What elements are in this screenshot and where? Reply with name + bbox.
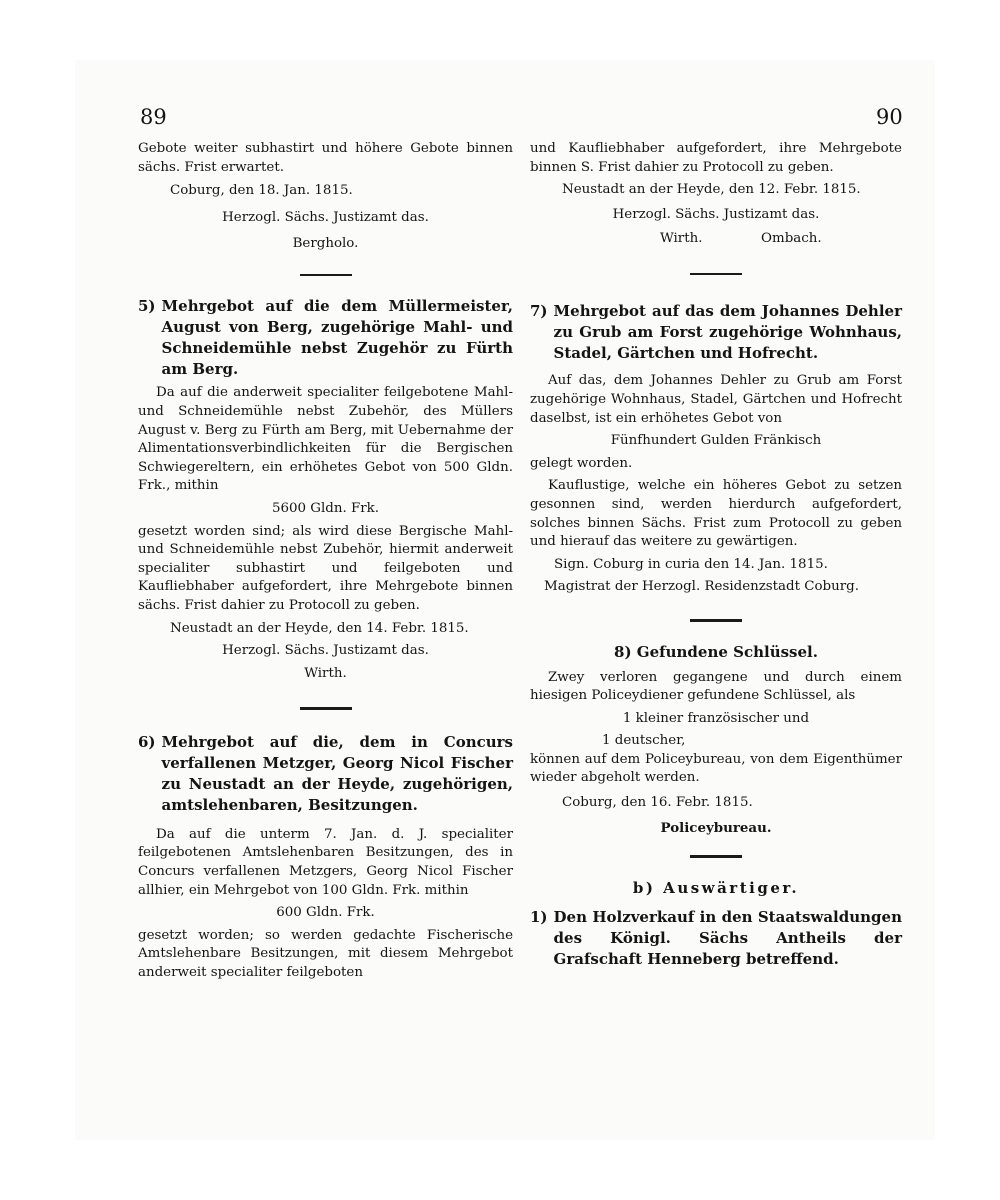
continuation-text: Gebote weiter subhastirt und höhere Gebote binnen sächs. Frist erwartet.	[138, 141, 513, 175]
entry-8-signature: Policeybureau.	[660, 819, 772, 836]
entry-number: 1)	[530, 907, 548, 926]
entry-5-signature: Wirth.	[304, 665, 347, 681]
place-date: Neustadt an der Heyde, den 12. Febr. 1815.	[562, 182, 861, 198]
authority: Herzogl. Sächs. Justizamt das.	[612, 206, 820, 222]
place-date: Coburg, den 18. Jan. 1815.	[170, 183, 353, 199]
entry-title: Mehrgebot auf das dem Johannes Dehler zu Grub am Forst zugehörige Wohnhaus, Stadel, Gärtchen und Hofrecht.	[553, 302, 902, 363]
entry-5-place-date: Neustadt an der Heyde, den 14. Febr. 1815.	[170, 620, 469, 636]
separator-rule	[300, 707, 352, 710]
separator-rule	[690, 273, 742, 276]
continuation-text: und Kaufliebhaber aufgefordert, ihre Mehrgebote binnen S. Frist dahier zu Protocoll zu geben.	[530, 141, 902, 175]
entry-5-heading	[138, 296, 513, 380]
page-number-right: 90	[876, 105, 903, 129]
entry-b1-heading	[530, 907, 902, 970]
entry-7-heading	[530, 301, 902, 364]
entry-5-authority: Herzogl. Sächs. Justizamt das.	[222, 643, 429, 659]
signature-ombach: Ombach.	[761, 231, 822, 247]
signature-wirth: Wirth.	[660, 231, 703, 247]
entry-7-body-continued: gelegt worden.	[530, 455, 633, 471]
entry-7-amount: Fünfhundert Gulden Fränkisch	[610, 433, 822, 449]
entry-8-heading: 8) Gefundene Schlüssel.	[614, 642, 818, 661]
separator-rule	[300, 274, 352, 277]
entry-title: Den Holzverkauf in den Staatswaldungen des Königl. Sächs Antheils der Grafschaft Henneberg betreffend.	[553, 907, 902, 968]
entry-7-place-date: Sign. Coburg in curia den 14. Jan. 1815.	[554, 556, 828, 572]
entry-8-body-continued: können auf dem Policeybureau, von dem Eigenthümer wieder abgeholt werden.	[530, 751, 902, 786]
separator-rule	[690, 619, 742, 622]
entry-5-body: Da auf die anderweit specialiter feilgebotene Mahl- und Schneidemühle nebst Zubehör, des Müllers August v. Berg zu Fürth am Berg, mit Uebernahme der Alimentationsverbindlichkeiten für die Bergischen Schwiegereltern, ein erhöhetes Gebot von 500 Gldn. Frk., mithin	[138, 385, 513, 494]
signature: Bergholo.	[292, 236, 359, 252]
signatures	[530, 230, 902, 249]
entry-6-amount: 600 Gldn. Frk.	[276, 905, 375, 921]
entry-7-body-final: Kauflustige, welche ein höheres Gebot zu setzen gesonnen sind, werden hierdurch aufgefordert, solches binnen Sächs. Frist zum Protocoll zu geben und hierauf das weitere zu gewärtigen.	[530, 478, 902, 550]
separator-rule	[690, 855, 742, 858]
entry-title: Mehrgebot auf die dem Müllermeister, August von Berg, zugehörige Mahl- und Schneidemühle nebst Zugehör zu Fürth am Berg.	[161, 297, 513, 379]
entry-number: 7)	[530, 302, 548, 321]
entry-8-list-item: 1 deutscher,	[602, 733, 686, 749]
entry-number: 6)	[138, 732, 156, 751]
entry-6-heading	[138, 732, 513, 816]
entry-8-list-item: 1 kleiner französischer und	[622, 710, 810, 726]
entry-title: Mehrgebot auf die, dem in Concurs verfallenen Metzger, Georg Nicol Fischer zu Neustadt an der Heyde, zugehörigen, amtslehenbaren, Besitzungen.	[161, 732, 513, 814]
page-number-left: 89	[140, 105, 167, 129]
entry-7-body: Auf das, dem Johannes Dehler zu Grub am Forst zugehörige Wohnhaus, Stadel, Gärtchen und Hofrecht daselbst, ist ein erhöhetes Gebot von	[530, 373, 902, 426]
entry-number: 5)	[138, 297, 156, 316]
right-column	[530, 140, 902, 970]
entry-8-body: Zwey verloren gegangene und durch einem hiesigen Policeydiener gefundene Schlüssel, als	[530, 669, 902, 704]
entry-7-authority: Magistrat der Herzogl. Residenzstadt Coburg.	[544, 579, 859, 595]
entry-6-body: Da auf die unterm 7. Jan. d. J. specialiter feilgebotenen Amtslehenbaren Besitzungen, des in Concurs verfallenen Metzgers, Georg Nicol Fischer allhier, ein Mehrgebot von 100 Gldn. Frk. mithin	[138, 826, 513, 898]
entry-6-body-continued: gesetzt worden; so werden gedachte Fischerische Amtslehenbare Besitzungen, mit diesem Mehrgebot anderweit specialiter feilgeboten	[138, 927, 513, 981]
entry-5-body-continued: gesetzt worden sind; als wird diese Bergische Mahl- und Schneidemühle nebst Zubehör, hiermit anderweit specialiter subhastirt und feilgeboten und Kaufliebhaber aufgefordert, ihre Mehrgebote binnen sächs. Frist dahier zu Protocoll zu geben.	[138, 523, 513, 613]
entry-8-place-date: Coburg, den 16. Febr. 1815.	[562, 795, 753, 811]
entry-5-amount: 5600 Gldn. Frk.	[271, 501, 380, 517]
left-column	[138, 140, 513, 983]
section-b-heading: b) Auswärtiger.	[632, 878, 800, 897]
authority: Herzogl. Sächs. Justizamt das.	[222, 209, 429, 225]
